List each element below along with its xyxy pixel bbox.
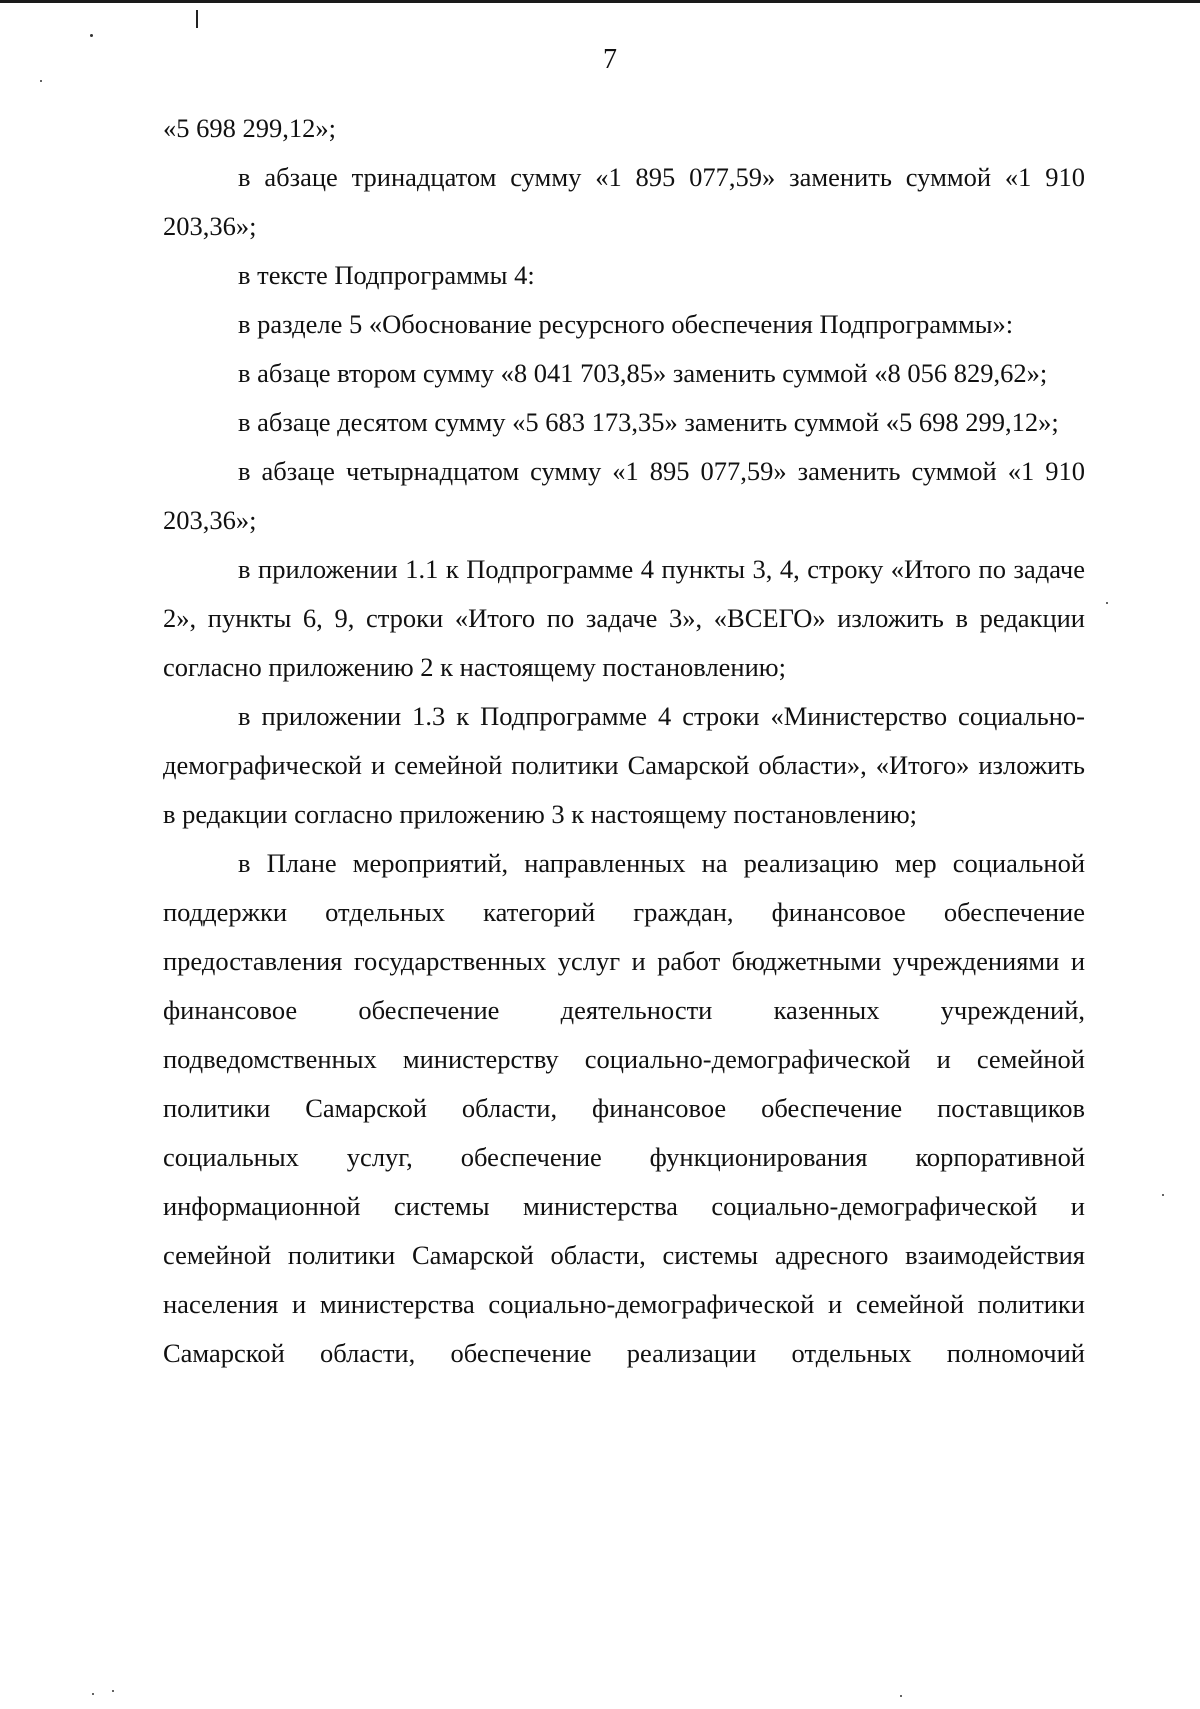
paragraph: «5 698 299,12»;: [163, 113, 336, 143]
paragraph: в абзаце втором сумму «8 041 703,85» заменить суммой «8 056 829,62»;: [238, 358, 1048, 388]
scan-top-edge: [0, 0, 1200, 3]
paragraph: в Плане мероприятий, направленных на реализацию мер социальной поддержки отдельных категорий граждан, финансовое обеспечение предоставления государственных услуг и работ бюджетными учреждениями и финансовое обеспечение деятельности казенных учреждений, подведомственных министерству социально-демографической и семейной политики Самарской области, финансовое обеспечение поставщиков социальных услуг, обеспечение функционирования корпоративной информационной системы министерства социально-демографической и семейной политики Самарской области, системы адресного взаимодействия населения и министерства социально-демографической и семейной политики Самарской области, обеспечение реализации отдельных полномочий: [163, 848, 1085, 1368]
scan-edge-mark: [196, 10, 198, 28]
scan-speck: [900, 1695, 902, 1697]
paragraph: в разделе 5 «Обоснование ресурсного обеспечения Подпрограммы»:: [238, 309, 1014, 339]
scan-speck: [90, 34, 93, 37]
paragraph: в тексте Подпрограммы 4:: [238, 260, 535, 290]
paragraph: в абзаце десятом сумму «5 683 173,35» заменить суммой «5 698 299,12»;: [238, 407, 1059, 437]
scan-speck: [40, 80, 42, 82]
scan-speck: [112, 1690, 114, 1692]
paragraph: в абзаце четырнадцатом сумму «1 895 077,59» заменить суммой «1 910 203,36»;: [163, 456, 1085, 535]
scan-speck: [1162, 1194, 1164, 1196]
paragraph: в абзаце тринадцатом сумму «1 895 077,59» заменить суммой «1 910 203,36»;: [163, 162, 1085, 241]
paragraph: в приложении 1.3 к Подпрограмме 4 строки «Министерство социально-демографической и семейной политики Самарской области», «Итого» изложить в редакции согласно приложению 3 к настоящему постановлению;: [163, 701, 1085, 829]
page-number: 7: [603, 44, 617, 75]
document-body: [163, 104, 1085, 1378]
scan-speck: [1106, 602, 1108, 604]
paragraph: в приложении 1.1 к Подпрограмме 4 пункты 3, 4, строку «Итого по задаче 2», пункты 6, 9, строки «Итого по задаче 3», «ВСЕГО» изложить в редакции согласно приложению 2 к настоящему постановлению;: [163, 554, 1085, 682]
scan-speck: [92, 1693, 94, 1695]
